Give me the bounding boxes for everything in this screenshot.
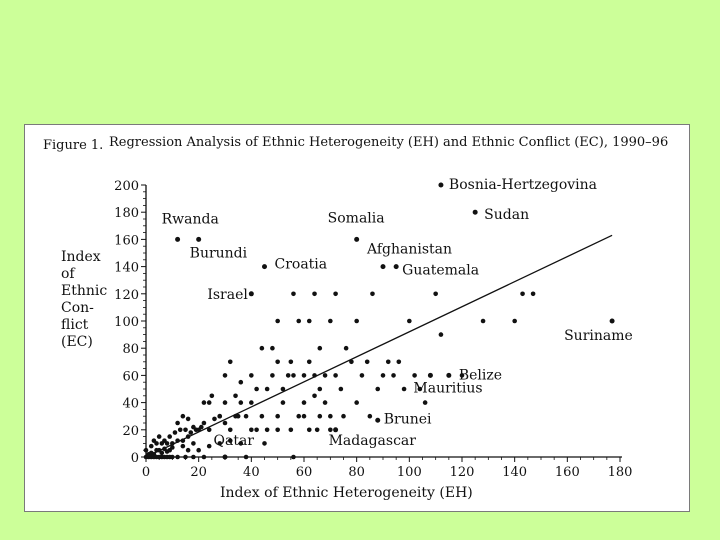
labeled-data-point xyxy=(196,237,201,242)
data-point xyxy=(328,414,333,419)
y-tick-label: 0 xyxy=(130,451,139,466)
x-tick-label: 40 xyxy=(243,465,260,480)
data-point xyxy=(307,319,312,324)
data-point xyxy=(249,373,254,378)
labeled-data-point xyxy=(223,455,228,460)
data-point xyxy=(244,414,249,419)
y-axis-label-line: of xyxy=(61,266,75,282)
data-point xyxy=(181,414,186,419)
data-point xyxy=(360,373,365,378)
data-point xyxy=(260,414,265,419)
data-point xyxy=(170,455,175,460)
x-tick-label: 140 xyxy=(502,465,528,480)
labeled-data-point xyxy=(438,183,443,188)
x-tick-label: 80 xyxy=(348,465,365,480)
data-point xyxy=(286,373,291,378)
data-point xyxy=(152,452,157,457)
data-point xyxy=(402,387,407,392)
point-label: Suriname xyxy=(564,328,633,344)
labeled-data-point xyxy=(262,264,267,269)
data-point xyxy=(312,394,317,399)
data-point xyxy=(365,360,370,365)
data-point xyxy=(162,438,167,443)
data-point xyxy=(217,414,222,419)
data-point xyxy=(249,428,254,433)
data-point xyxy=(191,425,196,430)
data-point xyxy=(281,400,286,405)
data-point xyxy=(281,387,286,392)
figure-panel xyxy=(24,124,690,512)
chart-title: Regression Analysis of Ethnic Heterogeneity (EH) and Ethnic Conflict (EC), 1990–96 xyxy=(109,135,669,150)
labeled-data-point xyxy=(333,427,338,432)
data-point xyxy=(328,319,333,324)
data-point xyxy=(339,387,344,392)
data-point xyxy=(291,373,296,378)
data-point xyxy=(160,451,165,456)
point-label: Somalia xyxy=(327,210,385,227)
data-point xyxy=(175,455,180,460)
data-point xyxy=(381,373,386,378)
data-point xyxy=(170,445,175,450)
y-tick-label: 80 xyxy=(122,342,139,358)
data-point xyxy=(344,346,349,351)
point-label: Madagascar xyxy=(328,432,416,449)
data-point xyxy=(370,292,375,297)
data-point xyxy=(328,428,333,433)
data-point xyxy=(175,438,180,443)
labeled-data-point xyxy=(375,418,380,423)
data-point xyxy=(196,448,201,453)
data-point xyxy=(439,332,444,337)
data-point xyxy=(296,319,301,324)
data-point xyxy=(207,428,212,433)
data-point xyxy=(481,319,486,324)
point-label: Qatar xyxy=(213,433,254,449)
data-point xyxy=(262,441,267,446)
data-point xyxy=(318,414,323,419)
data-point xyxy=(312,373,317,378)
figure-label: Figure 1. xyxy=(43,138,104,153)
data-point xyxy=(289,360,294,365)
data-point xyxy=(207,444,212,449)
data-point xyxy=(291,292,296,297)
data-point xyxy=(512,319,517,324)
y-axis-label-line: Index xyxy=(61,249,101,265)
x-tick-label: 0 xyxy=(141,465,151,480)
data-point xyxy=(349,360,354,365)
labeled-data-point xyxy=(473,210,478,215)
data-point xyxy=(223,400,228,405)
labeled-data-point xyxy=(354,237,359,242)
data-point xyxy=(531,292,536,297)
point-label: Belize xyxy=(458,367,503,384)
x-tick-label: 100 xyxy=(396,465,422,480)
point-label: Croatia xyxy=(274,256,328,273)
data-point xyxy=(239,400,244,405)
y-axis-label-line: flict xyxy=(61,317,89,333)
data-point xyxy=(270,373,275,378)
data-point xyxy=(391,373,396,378)
data-point xyxy=(318,387,323,392)
data-point xyxy=(407,319,412,324)
scatter-chart xyxy=(25,125,691,513)
data-point xyxy=(233,394,238,399)
y-tick-label: 40 xyxy=(122,396,139,412)
data-point xyxy=(186,434,191,439)
regression-line xyxy=(146,235,612,457)
labeled-data-point xyxy=(394,264,399,269)
x-tick-label: 60 xyxy=(295,465,313,480)
y-tick-label: 120 xyxy=(114,287,139,303)
labeled-data-point xyxy=(175,237,180,242)
data-point xyxy=(318,346,323,351)
data-point xyxy=(323,400,328,405)
y-tick-label: 200 xyxy=(114,179,139,194)
data-point xyxy=(333,292,338,297)
data-point xyxy=(270,346,275,351)
labeled-data-point xyxy=(249,291,254,296)
data-point xyxy=(249,400,254,405)
data-point xyxy=(144,448,149,453)
data-point xyxy=(212,417,217,422)
y-tick-label: 140 xyxy=(114,260,139,276)
data-point xyxy=(152,438,157,443)
y-tick-label: 180 xyxy=(114,206,139,222)
data-point xyxy=(291,455,296,460)
data-point xyxy=(433,292,438,297)
data-point xyxy=(223,421,228,426)
point-label: Bosnia-Hertzegovina xyxy=(448,177,598,193)
point-label: Rwanda xyxy=(161,211,219,228)
labeled-data-point xyxy=(446,373,451,378)
data-point xyxy=(254,428,259,433)
x-tick-label: 120 xyxy=(449,465,475,480)
data-point xyxy=(307,360,312,365)
data-point xyxy=(178,428,183,433)
data-point xyxy=(173,430,178,435)
data-point xyxy=(167,434,172,439)
data-point xyxy=(228,428,233,433)
data-point xyxy=(223,373,228,378)
data-point xyxy=(275,360,280,365)
data-point xyxy=(157,434,162,439)
data-point xyxy=(260,346,265,351)
y-tick-label: 20 xyxy=(122,423,139,439)
y-tick-label: 100 xyxy=(114,315,139,330)
x-tick-label: 20 xyxy=(190,465,207,480)
labeled-data-point xyxy=(610,319,615,324)
data-point xyxy=(302,414,307,419)
data-point xyxy=(188,430,193,435)
data-point xyxy=(520,292,525,297)
data-point xyxy=(202,455,207,460)
data-point xyxy=(265,387,270,392)
data-point xyxy=(412,373,417,378)
y-axis-label-line: (EC) xyxy=(61,334,93,350)
data-point xyxy=(210,394,215,399)
data-point xyxy=(236,414,241,419)
y-tick-label: 60 xyxy=(122,369,139,385)
y-axis-label-line: Ethnic xyxy=(61,283,108,299)
data-point xyxy=(307,428,312,433)
data-point xyxy=(239,380,244,385)
point-label: Afghanistan xyxy=(367,241,453,258)
point-label: Burundi xyxy=(189,245,248,262)
x-tick-label: 180 xyxy=(607,465,633,480)
point-label: Israel xyxy=(207,286,248,303)
data-point xyxy=(386,360,391,365)
y-axis-label-line: Con- xyxy=(61,300,94,316)
point-label: Mauritius xyxy=(413,380,483,397)
data-point xyxy=(186,417,191,422)
y-axis-label xyxy=(61,249,107,350)
data-point xyxy=(202,400,207,405)
y-tick-label: 160 xyxy=(114,233,139,249)
data-point xyxy=(275,414,280,419)
data-point xyxy=(244,455,249,460)
data-point xyxy=(375,387,380,392)
data-point xyxy=(341,414,346,419)
point-label: Brunei xyxy=(383,411,432,428)
data-point xyxy=(196,428,201,433)
data-point xyxy=(275,428,280,433)
data-point xyxy=(289,428,294,433)
data-point xyxy=(183,455,188,460)
data-point xyxy=(175,421,180,426)
data-point xyxy=(170,441,175,446)
data-point xyxy=(423,400,428,405)
data-point xyxy=(181,444,186,449)
data-point xyxy=(302,373,307,378)
data-point xyxy=(354,400,359,405)
data-point xyxy=(183,428,188,433)
data-point xyxy=(191,441,196,446)
data-point xyxy=(186,448,191,453)
labeled-data-point xyxy=(381,264,386,269)
data-point xyxy=(202,421,207,426)
point-label: Sudan xyxy=(484,207,530,224)
data-point xyxy=(207,400,212,405)
data-point xyxy=(312,292,317,297)
data-point xyxy=(228,360,233,365)
data-point xyxy=(254,387,259,392)
data-point xyxy=(302,400,307,405)
data-point xyxy=(296,414,301,419)
point-labels xyxy=(162,177,633,449)
data-point xyxy=(315,428,320,433)
labeled-data-point xyxy=(428,373,433,378)
x-axis-label: Index of Ethnic Heterogeneity (EH) xyxy=(220,485,473,501)
data-point xyxy=(149,444,154,449)
data-point xyxy=(397,360,402,365)
data-point xyxy=(368,414,373,419)
data-point xyxy=(191,455,196,460)
x-tick-label: 160 xyxy=(554,465,580,480)
data-point xyxy=(181,438,186,443)
data-point xyxy=(265,428,270,433)
data-point xyxy=(275,319,280,324)
data-point xyxy=(354,319,359,324)
data-point xyxy=(333,373,338,378)
data-point xyxy=(323,373,328,378)
point-label: Guatemala xyxy=(402,262,480,279)
